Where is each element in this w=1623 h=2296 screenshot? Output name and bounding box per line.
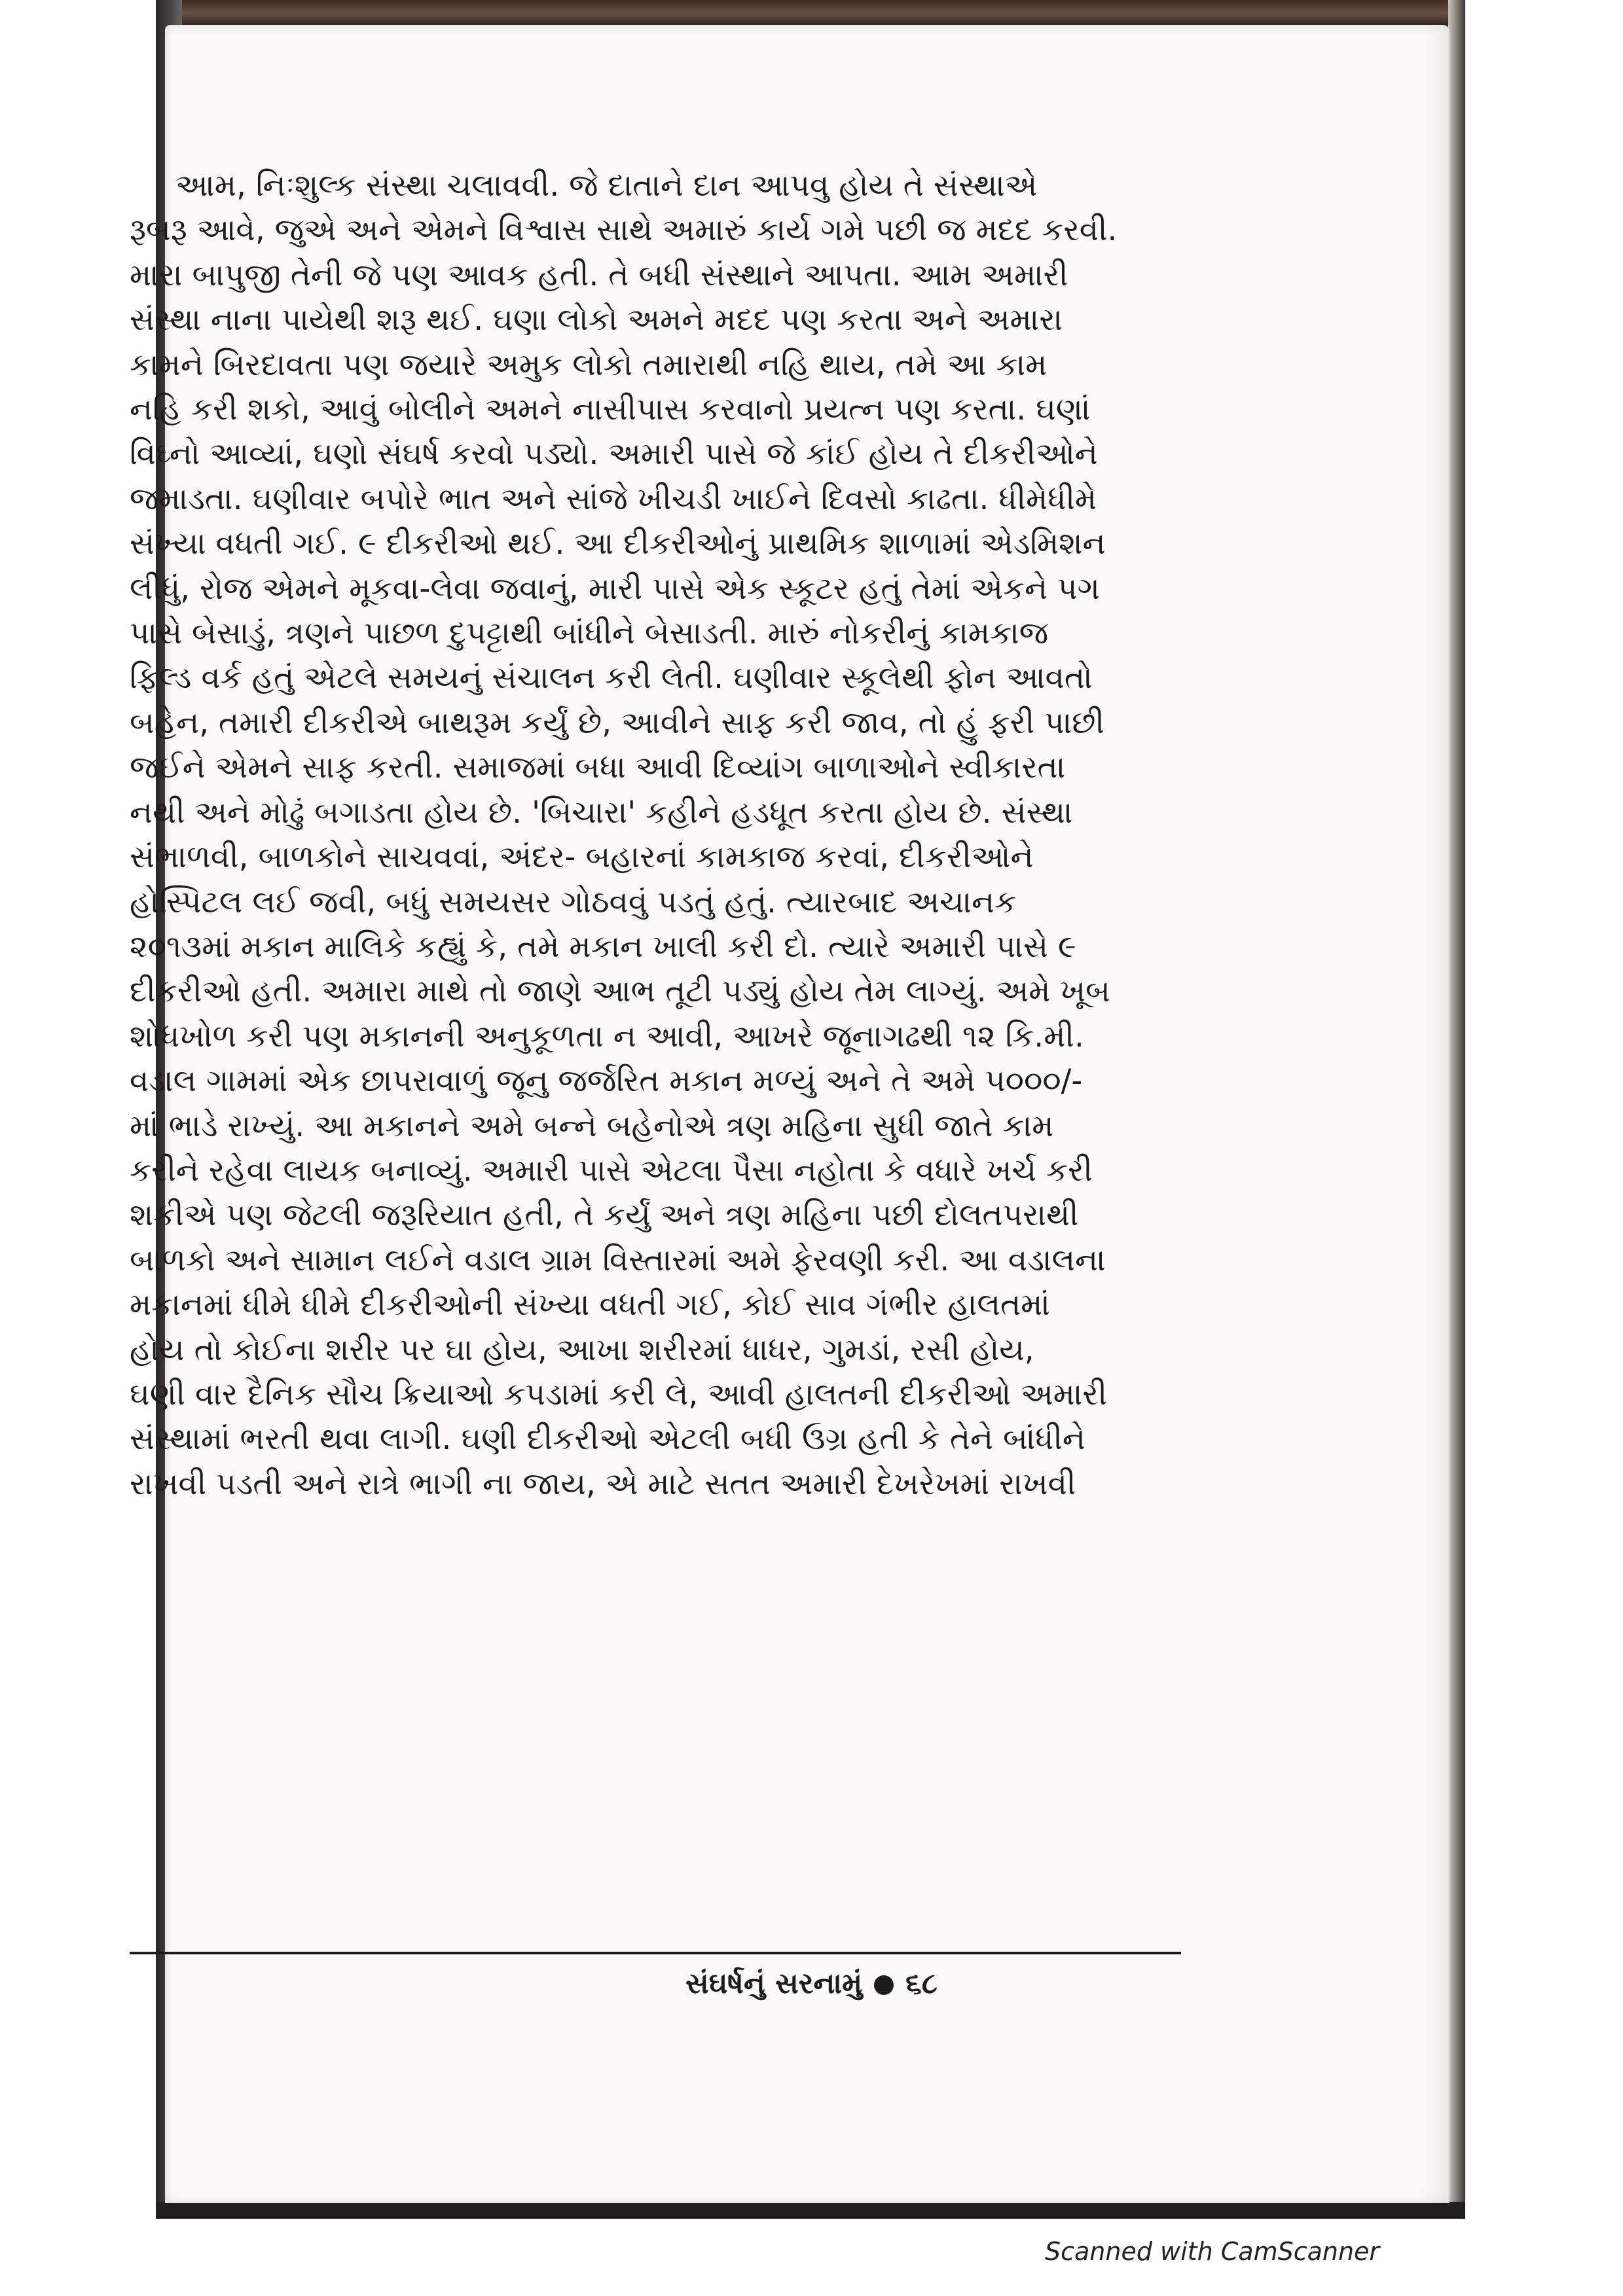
book-bottom-edge	[156, 2202, 1465, 2219]
text-line: કરીને રહેવા લાયક બનાવ્યું. અમારી પાસે એટલા પૈસા નહોતા કે વધારે ખર્ચ કરી	[130, 1152, 1093, 1189]
text-line: બાળકો અને સામાન લઈને વડાલ ગ્રામ વિસ્તારમાં અમે ફેરવણી કરી. આ વડાલના	[130, 1242, 1106, 1278]
book-right-edge	[1448, 0, 1465, 2219]
text-line: શોધખોળ કરી પણ મકાનની અનુકૂળતા ન આવી, આખરે જૂનાગઢથી ૧૨ કિ.મી.	[130, 1018, 1084, 1054]
text-line: જમાડતા. ઘણીવાર બપોરે ભાત અને સાંજે ખીચડી ખાઈને દિવસો કાઢતા. ધીમેધીમે	[130, 480, 1097, 517]
text-line: નથી અને મોઢું બગાડતા હોય છે. 'બિચારા' કહીને હડધૂત કરતા હોય છે. સંસ્થા	[130, 794, 1073, 831]
text-line: પાસે બેસાડું, ત્રણને પાછળ દુપટ્ટાથી બાંધીને બેસાડતી. મારું નોકરીનું કામકાજ	[130, 615, 1049, 652]
text-line: કામને બિરદાવતા પણ જયારે અમુક લોકો તમારાથી નહિ થાય, તમે આ કામ	[130, 346, 1048, 383]
text-line: હોસ્પિટલ લઈ જવી, બધું સમયસર ગોઠવવું પડતું હતું. ત્યારબાદ અચાનક	[130, 884, 1017, 920]
page-footer	[0, 1967, 1623, 2000]
text-line: વડાલ ગામમાં એક છાપરાવાળું જૂનુ જર્જરિત મકાન મળ્યું અને તે અમે ૫૦૦૦/-	[130, 1063, 1083, 1100]
scanner-watermark: Scanned with CamScanner	[1045, 2237, 1380, 2266]
text-line: આમ, નિઃશુલ્ક સંસ્થા ચલાવવી. જે દાતાને દાન આપવુ હોય તે સંસ્થાએ	[175, 168, 1038, 204]
text-line: શકીએ પણ જેટલી જરૂરિયાત હતી, તે કર્યું અને ત્રણ મહિના પછી દોલતપરાથી	[130, 1197, 1079, 1234]
text-line: નહિ કરી શકો, આવું બોલીને અમને નાસીપાસ કરવાનો પ્રયત્ન પણ કરતા. ઘણાં	[130, 391, 1091, 428]
text-line: હોય તો કોઈના શરીર પર ઘા હોય, આખા શરીરમાં ધાધર, ગુમડાં, રસી હોય,	[130, 1331, 1034, 1368]
text-line: રૂબરૂ આવે, જુએ અને એમને વિશ્વાસ સાથે અમારું કાર્ય ગમે પછી જ મદદ કરવી.	[130, 212, 1118, 249]
page-body-text	[130, 164, 1181, 1507]
text-line: ૨૦૧૩માં મકાન માલિકે કહ્યું કે, તમે મકાન ખાલી કરી દો. ત્યારે અમારી પાસે ૯	[130, 928, 1076, 965]
text-line: રાખવી પડતી અને રાત્રે ભાગી ના જાય, એ માટે સતત અમારી દેખરેખમાં રાખવી	[130, 1465, 1076, 1502]
text-line: સંખ્યા વધતી ગઈ. ૯ દીકરીઓ થઈ. આ દીકરીઓનું પ્રાથમિક શાળામાં એડમિશન	[130, 526, 1106, 562]
text-line: મકાનમાં ધીમે ધીમે દીકરીઓની સંખ્યા વધતી ગઈ, કોઈ સાવ ગંભીર હાલતમાં	[130, 1287, 1050, 1323]
text-line: સંભાળવી, બાળકોને સાચવવાં, અંદર- બહારનાં કામકાજ કરવાં, દીકરીઓને	[130, 839, 1034, 876]
text-line: બહેન, તમારી દીકરીએ બાથરૂમ કર્યું છે, આવીને સાફ કરી જાવ, તો હું ફરી પાછી	[130, 704, 1104, 741]
text-line: ઘણી વાર દૈનિક સૌચ ક્રિયાઓ કપડામાં કરી લે, આવી હાલતની દીકરીઓ અમારી	[130, 1376, 1108, 1412]
footer-rule	[130, 1952, 1181, 1954]
book-top-edge	[156, 0, 1465, 26]
text-line: ફિલ્ડ વર્ક હતું એટલે સમયનું સંચાલન કરી લેતી. ઘણીવાર સ્કૂલેથી ફોન આવતો	[130, 660, 1093, 696]
text-line: જઈને એમને સાફ કરતી. સમાજમાં બધા આવી દિવ્યાંગ બાળાઓને સ્વીકારતા	[130, 749, 1066, 786]
text-line: દીકરીઓ હતી. અમારા માથે તો જાણે આભ તૂટી પડ્યું હોય તેમ લાગ્યું. અમે ખૂબ	[130, 973, 1110, 1010]
text-line: સંસ્થા નાના પાયેથી શરૂ થઈ. ઘણા લોકો અમને મદદ પણ કરતા અને અમારા	[130, 302, 1063, 338]
footer-bullet-icon	[874, 1975, 894, 1995]
text-line: મારા બાપુજી તેની જે પણ આવક હતી. તે બધી સંસ્થાને આપતા. આમ અમારી	[130, 257, 1068, 293]
footer-book-title: સંઘર્ષનું સરનામું	[685, 1967, 863, 2000]
footer-page-number: ૬૮	[905, 1967, 938, 2000]
text-line: લીધું, રોજ એમને મૂકવા-લેવા જવાનું, મારી પાસે એક સ્કૂટર હતું તેમાં એકને પગ	[130, 570, 1100, 607]
text-line: વિઘ્નો આવ્યાં, ઘણો સંઘર્ષ કરવો પડ્યો. અમારી પાસે જે કાંઈ હોય તે દીકરીઓને	[130, 436, 1098, 473]
text-line: માં ભાડે રાખ્યું. આ મકાનને અમે બન્ને બહેનોએ ત્રણ મહિના સુધી જાતે કામ	[130, 1107, 1054, 1144]
text-line: સંસ્થામાં ભરતી થવા લાગી. ઘણી દીકરીઓ એટલી બધી ઉગ્ર હતી કે તેને બાંધીને	[130, 1421, 1085, 1458]
